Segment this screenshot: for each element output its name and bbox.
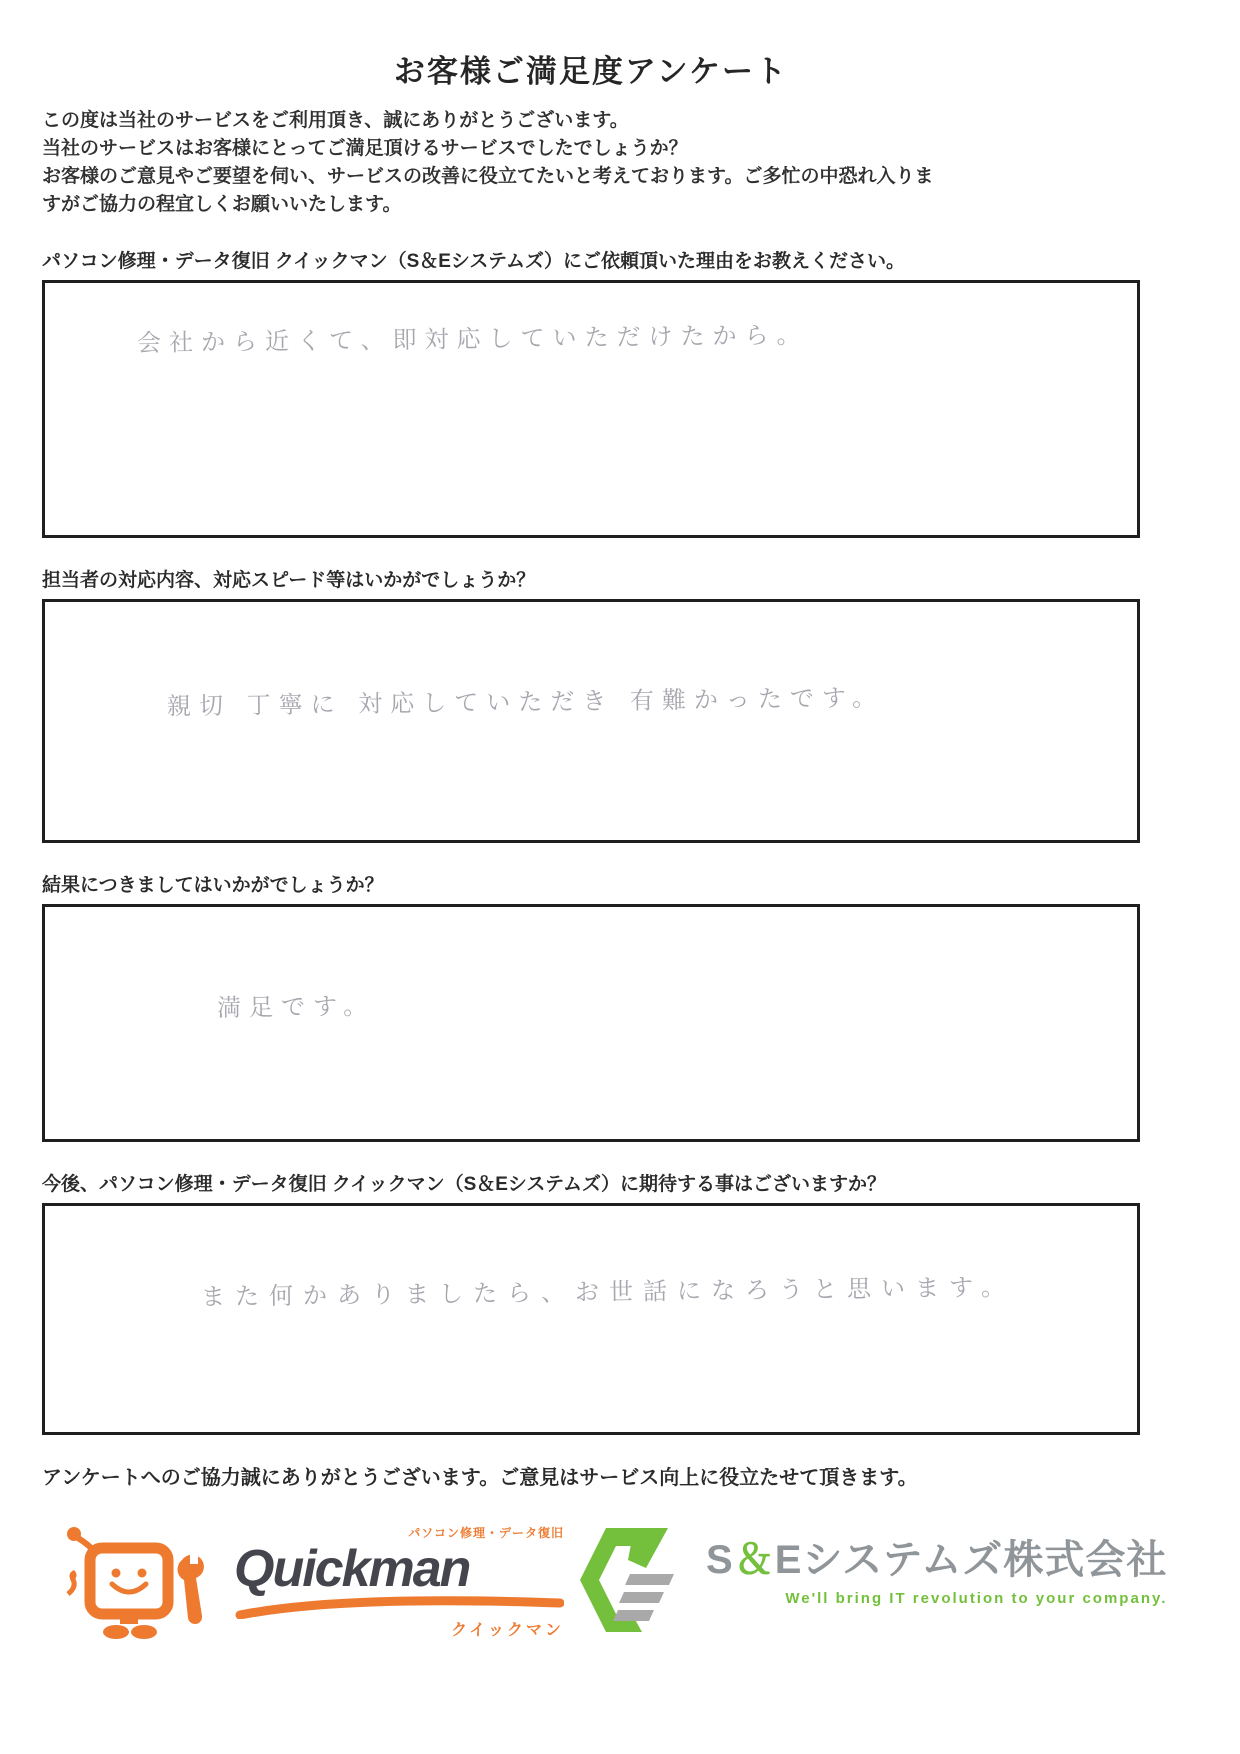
question-4-handwritten-answer: また何かありましたら、お世話になろうと思います。: [200, 1273, 1016, 1311]
page-title: お客様ご満足度アンケート: [393, 54, 789, 89]
question-4-answer-box: [42, 1203, 1140, 1435]
question-2-answer-box: [42, 599, 1140, 843]
quickman-wordmark-block: [234, 1520, 564, 1646]
se-company-rest: Eシステムズ株式会社: [774, 1538, 1168, 1582]
se-systems-logo: [572, 1522, 1167, 1638]
se-company-amp: ＆: [733, 1538, 775, 1582]
question-1-label: パソコン修理・データ復旧 クイックマン（S＆Eシステムズ）にご依頼頂いた理由をお教えください。: [42, 251, 906, 272]
question-2-handwritten-answer: 親切 丁寧に 対応していただき 有難かったです。: [166, 683, 885, 721]
se-logo-icon: [572, 1522, 690, 1638]
question-1-answer-box: [42, 280, 1140, 538]
quickman-logo: [58, 1520, 564, 1646]
se-company-name: [706, 1538, 1167, 1582]
se-company-block: [706, 1522, 1167, 1638]
intro-paragraph: [42, 107, 1140, 219]
footer-logo-strip: [0, 1520, 1240, 1660]
question-3-answer-box: [42, 904, 1140, 1142]
quickman-wordmark: Quickman: [234, 1540, 470, 1598]
intro-line: 当社のサービスはお客様にとってご満足頂けるサービスでしたでしょうか？: [42, 138, 688, 159]
quickman-mascot-icon: [58, 1520, 226, 1646]
closing-note: アンケートへのご協力誠にありがとうございます。ご意見はサービス向上に役立たせて頂きます。: [42, 1467, 918, 1489]
intro-line: すがご協力の程宜しくお願いいたします。: [42, 194, 402, 215]
quickman-tagline: パソコン修理・データ復旧: [408, 1526, 564, 1540]
question-2-label: 担当者の対応内容、対応スピード等はいかがでしょうか？: [42, 570, 536, 591]
question-1-handwritten-answer: 会社から近くて、即対応していただけたから。: [136, 320, 809, 358]
intro-line: この度は当社のサービスをご利用頂き、誠にありがとうございます。: [42, 110, 629, 131]
quickman-katakana: クイックマン: [451, 1622, 564, 1639]
se-tagline: We'll bring IT revolution to your company.: [785, 1590, 1168, 1607]
intro-line: お客様のご意見やご要望を伺い、サービスの改善に役立てたいと考えております。ご多忙の中恐れ入りま: [42, 166, 934, 187]
se-company-s: S: [706, 1538, 734, 1582]
question-3-label: 結果につきましてはいかがでしょうか？: [42, 875, 384, 896]
question-4-label: 今後、パソコン修理・データ復旧 クイックマン（S＆Eシステムズ）に期待する事はございますか？: [42, 1174, 887, 1195]
question-3-handwritten-answer: 満足です。: [216, 992, 376, 1022]
